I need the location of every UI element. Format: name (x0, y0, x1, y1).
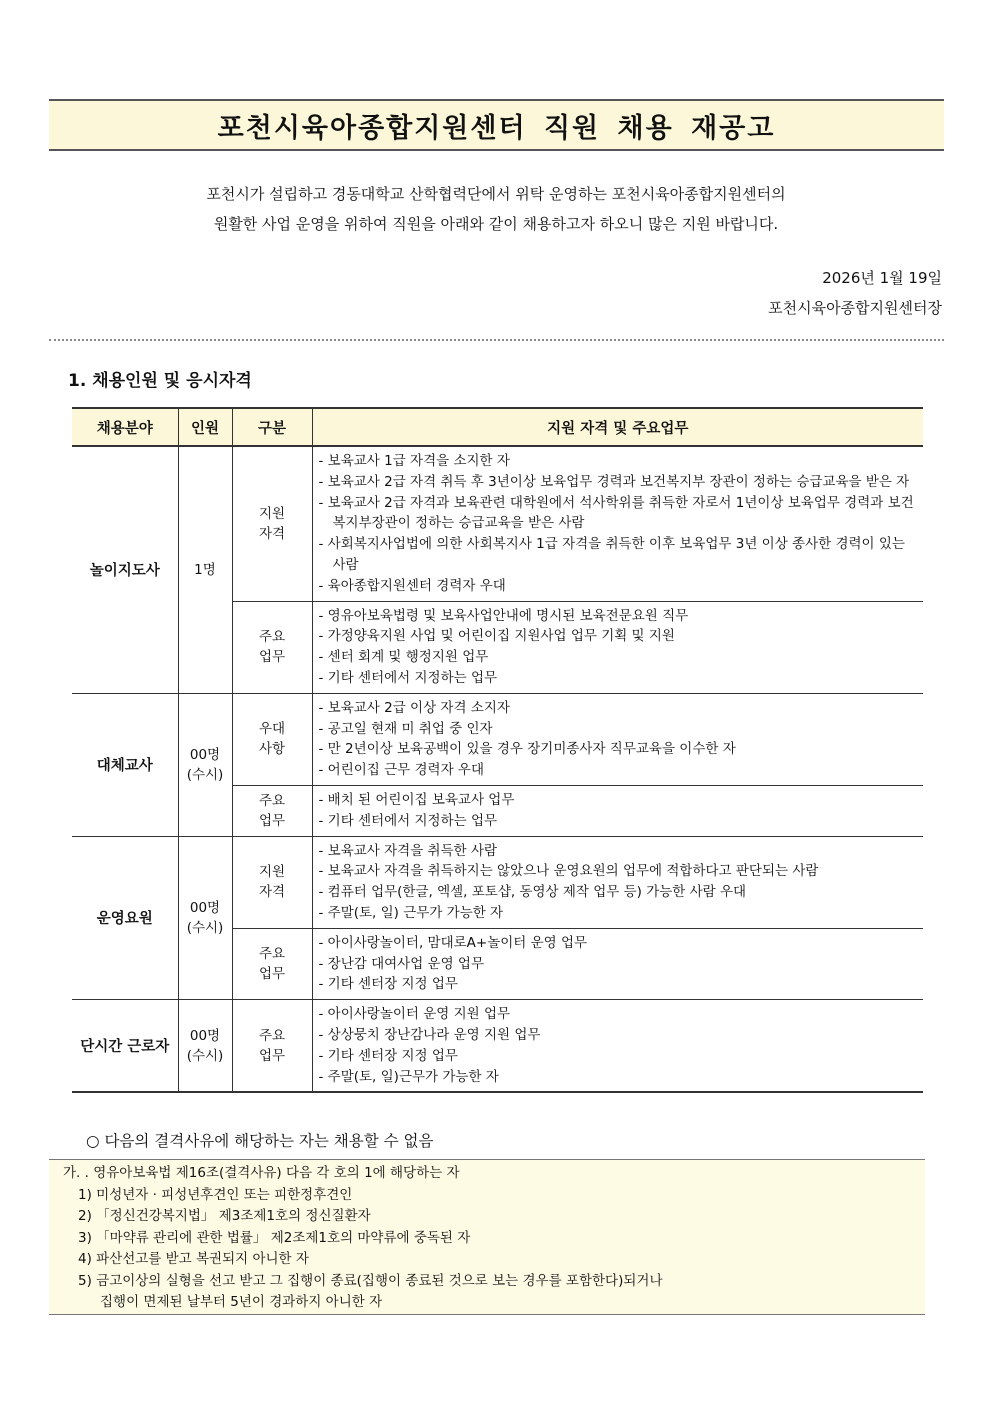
disqualification-head: 가. . 영유아보육법 제16조(결격사유) 다음 각 호의 1에 해당하는 자 (63, 1165, 460, 1181)
cell-kind: 주요 업무 (232, 1000, 312, 1093)
cell-desc (312, 928, 923, 999)
intro-line: 원활한 사업 운영을 위하여 직원을 아래와 같이 채용하고자 하오니 많은 지원 바랍니다. (213, 215, 779, 233)
disqualification-item: 3) 「마약류 관리에 관한 법률」 제2조제1호의 마약류에 중독된 자 (78, 1229, 471, 1246)
issuer: 포천시육아종합지원센터장 (768, 299, 942, 317)
desc-list (319, 606, 918, 689)
cell-desc (312, 446, 923, 601)
desc-list (319, 451, 918, 597)
section-title: 1. 채용인원 및 응시자격 (68, 371, 252, 391)
cell-kind: 지원 자격 (232, 446, 312, 601)
intro-line: 포천시가 설립하고 경동대학교 산학협력단에서 위탁 운영하는 포천시육아종합지원센터의 (206, 185, 786, 203)
table-row (72, 836, 923, 928)
list-item: - 어린이집 근무 경력자 우대 (318, 762, 484, 779)
list-item: - 기타 센터에서 지정하는 업무 (318, 669, 498, 686)
list-item: - 육아종합지원센터 경력자 우대 (318, 577, 506, 594)
list-item: - 만 2년이상 보육공백이 있을 경우 장기미종사자 직무교육을 이수한 자 (318, 741, 736, 758)
list-item: - 기타 센터에서 지정하는 업무 (318, 812, 498, 829)
list-item: - 보육교사 자격을 취득하지는 않았으나 운영요원의 업무에 적합하다고 판단되는 사람 (318, 863, 819, 880)
disqualification-item: 5) 금고이상의 실형을 선고 받고 그 집행이 종료(집행이 종료된 것으로 보는 경우를 포함한다)되거나 (78, 1272, 663, 1289)
disqualification-box (49, 1159, 925, 1315)
list-item: - 상상뭉치 장난감나라 운영 지원 업무 (318, 1026, 541, 1043)
desc-list (319, 1004, 918, 1087)
header-kind: 구분 (232, 408, 312, 446)
header-desc: 지원 자격 및 주요업무 (312, 408, 923, 446)
cell-kind: 주요 업무 (232, 928, 312, 999)
cell-kind: 주요 업무 (232, 601, 312, 693)
list-item: - 사회복지사업법에 의한 사회복지사 1급 자격을 취득한 이후 보육업무 3년 이상 종사한 경력이 있는 사람 (318, 536, 905, 573)
list-item: - 기타 센터장 지정 업무 (318, 976, 458, 993)
list-item: - 보육교사 2급 자격 취득 후 3년이상 보육업무 경력과 보건복지부 장관이 정하는 승급교육을 받은 자 (318, 473, 910, 490)
desc-list (319, 790, 918, 832)
disqualification-item: 2) 「정신건강복지법」 제3조제1호의 정신질환자 (78, 1208, 371, 1224)
cell-count: 1명 (178, 446, 232, 693)
table-row (72, 446, 923, 601)
cell-kind: 주요 업무 (232, 785, 312, 836)
list-item: - 주말(토, 일) 근무가 가능한 자 (318, 904, 504, 921)
list-item: - 배치 된 어린이집 보육교사 업무 (318, 791, 515, 808)
desc-list (319, 841, 918, 924)
cell-desc (312, 601, 923, 693)
page-title: 포천시육아종합지원센터 직원 채용 재공고 (217, 112, 776, 144)
disqualification-notice: ○ 다음의 결격사유에 해당하는 자는 채용할 수 없음 (86, 1132, 434, 1150)
list-item: - 아이사랑놀이터, 맘대로A+놀이터 운영 업무 (318, 934, 588, 951)
desc-list (319, 698, 918, 781)
disqualification-continuation: 집행이 면제된 날부터 5년이 경과하지 아니한 자 (100, 1294, 383, 1310)
list-item: - 보육교사 자격을 취득한 사람 (318, 842, 498, 859)
title-box (49, 99, 944, 151)
list-item: - 공고일 현재 미 취업 중 인자 (318, 720, 493, 737)
list-item: - 컴퓨터 업무(한글, 엑셀, 포토샵, 동영상 제작 업무 등) 가능한 사람 우대 (318, 884, 747, 901)
cell-desc (312, 693, 923, 785)
cell-count: 00명 (수시) (178, 1000, 232, 1093)
table-body (72, 446, 923, 1092)
cell-count: 00명 (수시) (178, 836, 232, 1000)
list-item: - 보육교사 2급 자격과 보육관련 대학원에서 석사학위를 취득한 자로서 1년이상 보육업무 경력과 보건복지부장관이 정하는 승급교육을 받은 사람 (318, 494, 914, 532)
cell-desc (312, 1000, 923, 1093)
list-item: - 아이사랑놀이터 운영 지원 업무 (318, 1006, 511, 1023)
cell-kind: 우대 사항 (232, 693, 312, 785)
list-item: - 가정양육지원 사업 및 어린이집 지원사업 업무 기획 및 지원 (318, 628, 675, 645)
dotted-divider (49, 339, 944, 341)
table-row (72, 1000, 923, 1093)
cell-field: 단시간 근로자 (72, 1000, 178, 1093)
cell-desc (312, 836, 923, 928)
cell-field: 운영요원 (72, 836, 178, 1000)
list-item: - 장난감 대여사업 운영 업무 (318, 955, 484, 972)
list-item: - 센터 회계 및 행정지원 업무 (318, 649, 489, 666)
header-count: 인원 (178, 408, 232, 446)
cell-kind: 지원 자격 (232, 836, 312, 928)
intro-paragraph (100, 179, 892, 239)
cell-field: 놀이지도사 (72, 446, 178, 693)
cell-desc (312, 785, 923, 836)
disqualification-item: 4) 파산선고를 받고 복권되지 아니한 자 (78, 1251, 309, 1267)
list-item: - 보육교사 2급 이상 자격 소지자 (318, 699, 510, 716)
list-item: - 기타 센터장 지정 업무 (318, 1047, 458, 1064)
list-item: - 주말(토, 일)근무가 가능한 자 (318, 1068, 499, 1085)
list-item: - 보육교사 1급 자격을 소지한 자 (318, 453, 510, 469)
table-row (72, 693, 923, 785)
desc-list (319, 933, 918, 995)
cell-count: 00명 (수시) (178, 693, 232, 836)
announcement-date: 2026년 1월 19일 (822, 269, 942, 287)
list-item: - 영유아보육법령 및 보육사업안내에 명시된 보육전문요원 직무 (318, 607, 689, 624)
disqualification-item: 1) 미성년자 · 피성년후견인 또는 피한정후견인 (78, 1186, 353, 1203)
table-header-row (72, 408, 923, 446)
cell-field: 대체교사 (72, 693, 178, 836)
recruitment-table (72, 407, 923, 1093)
header-field: 채용분야 (72, 408, 178, 446)
